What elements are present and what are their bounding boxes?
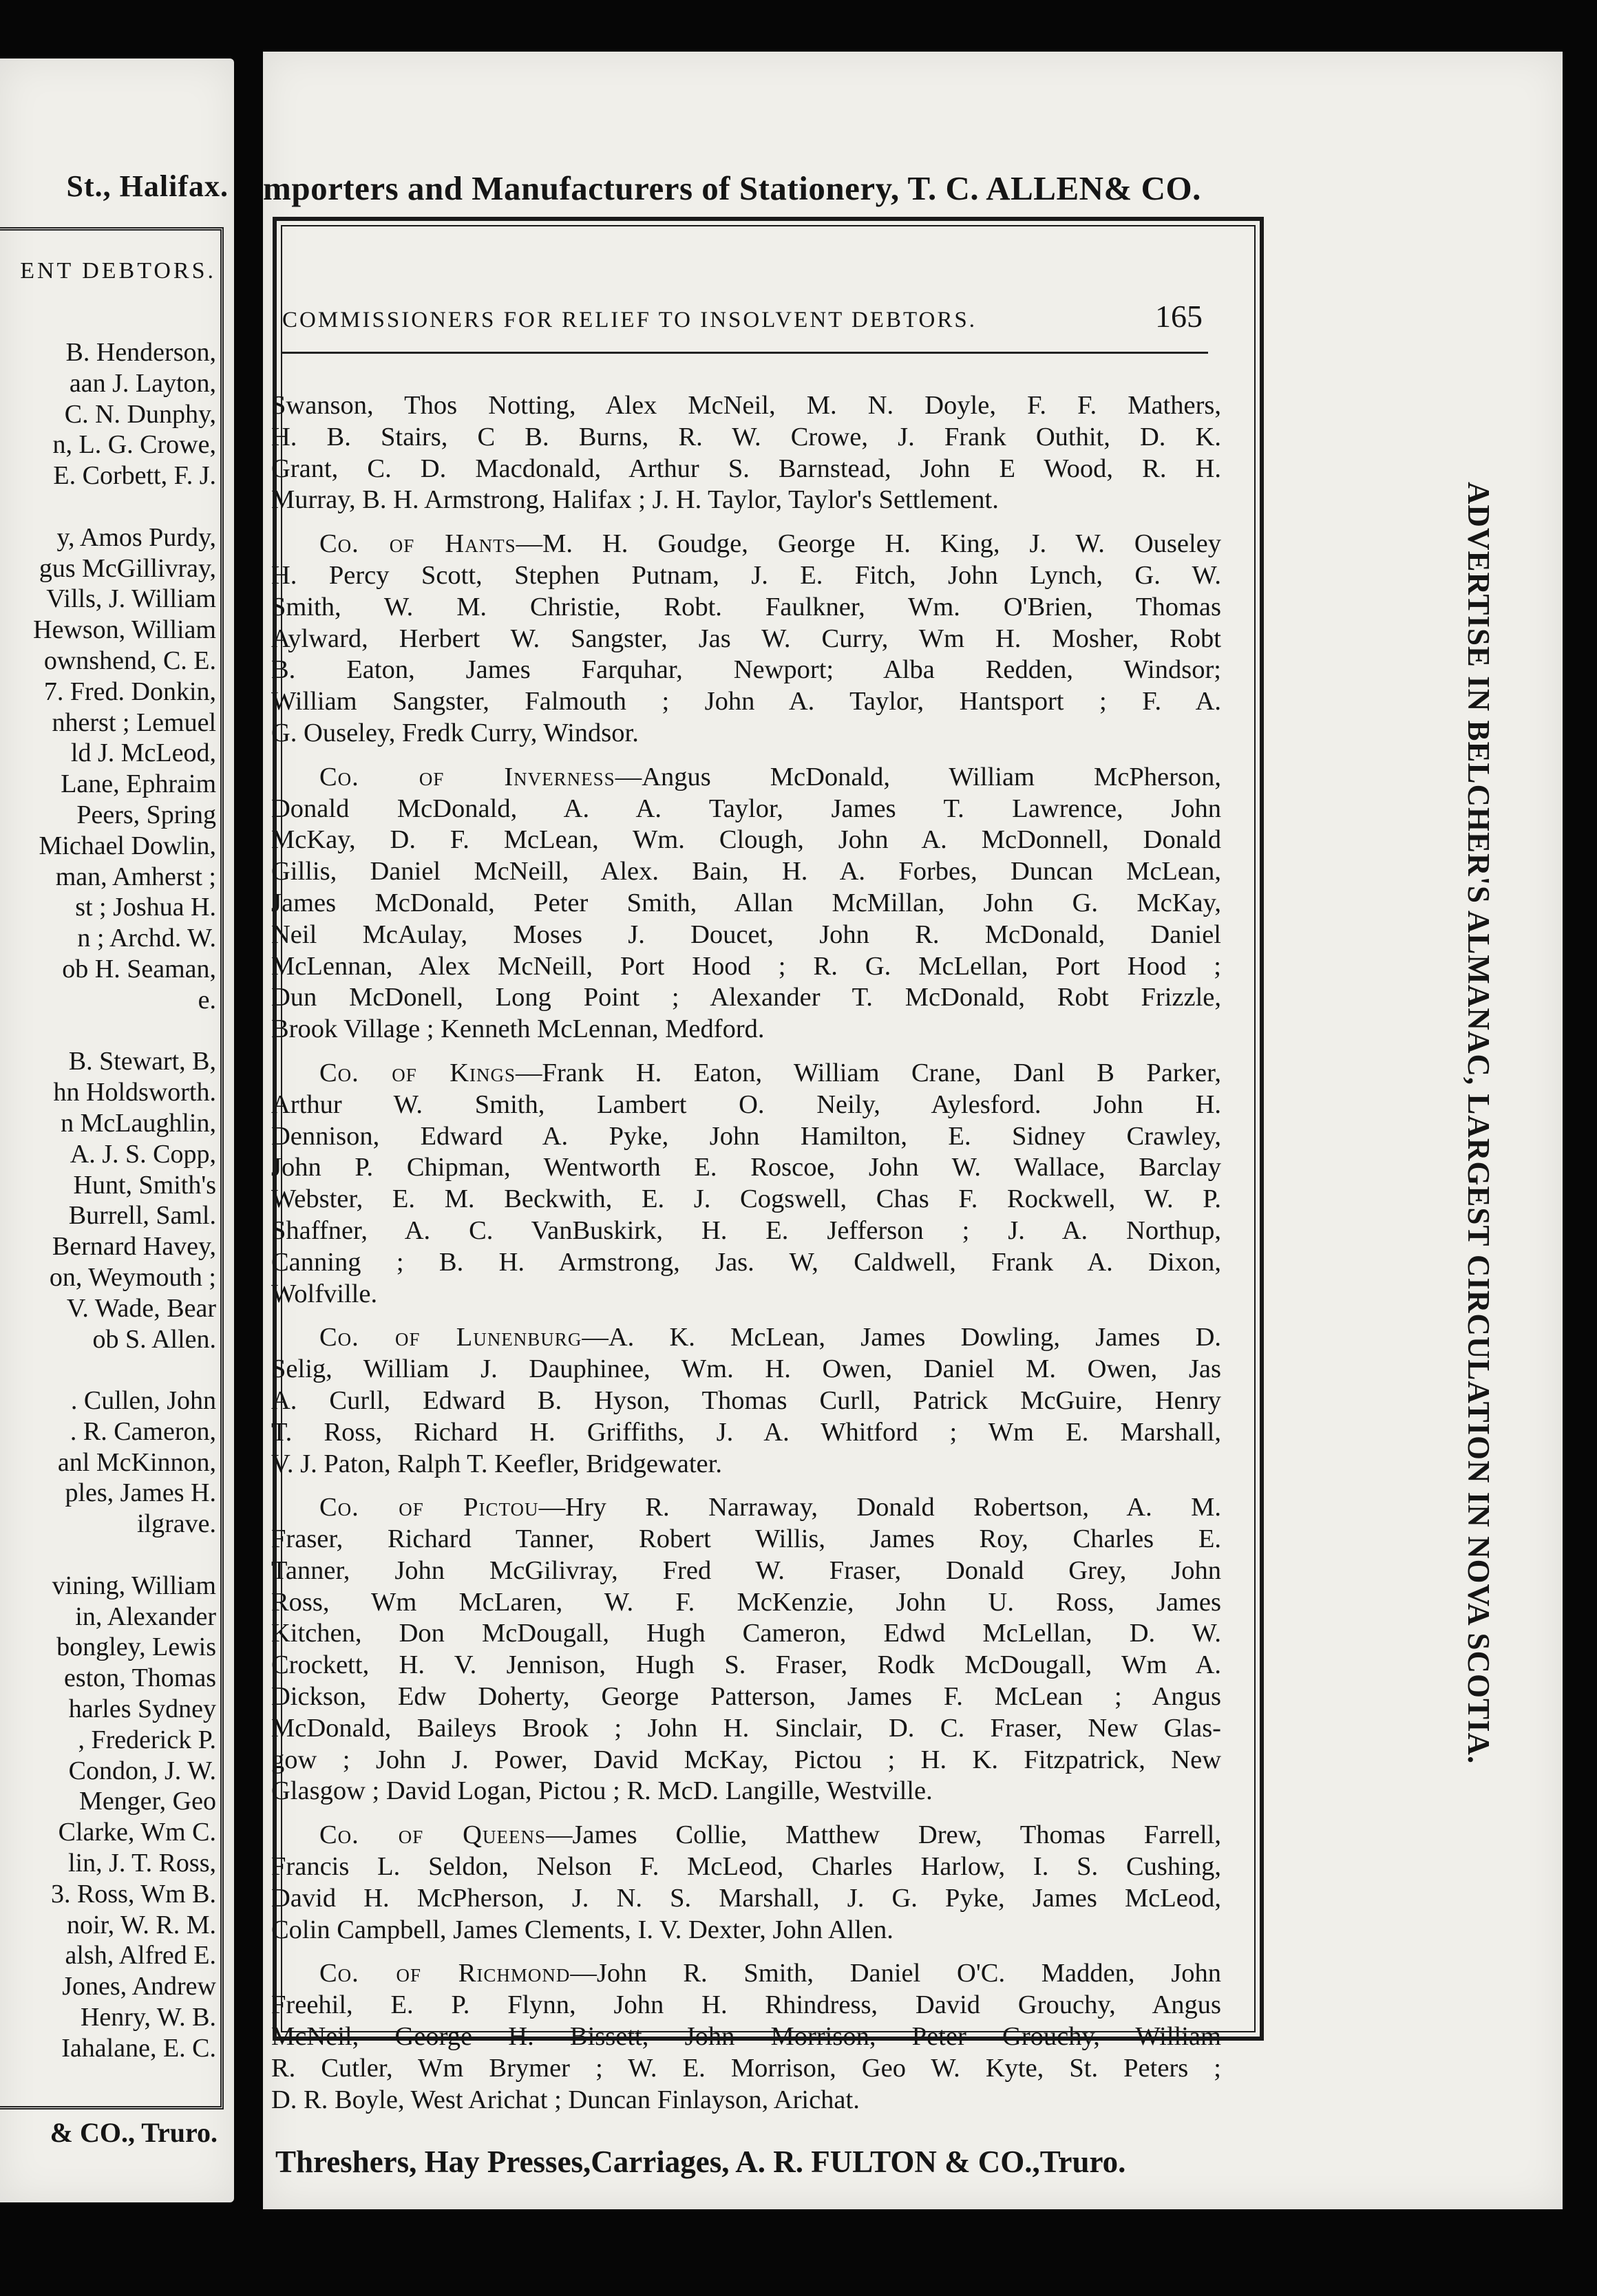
- left-page-line: Vills, J. William: [46, 584, 216, 614]
- entry-line: Francis L. Seldon, Nelson F. McLeod, Charles Harlow, I. S. Cushing,: [271, 1852, 1221, 1882]
- left-page-line: st ; Joshua H.: [75, 893, 216, 922]
- left-page-line: [33, 1016, 216, 1047]
- entry-line: [271, 1492, 1221, 1524]
- right-page-header: mporters and Manufacturers of Stationery, T. C. ALLEN& CO.: [263, 169, 1201, 207]
- left-page-line: Clarke, Wm C.: [58, 1818, 216, 1847]
- left-page-line: Michael Dowlin,: [39, 831, 216, 860]
- entry-line: T. Ross, Richard H. Griffiths, J. A. Whitford ; Wm E. Marshall,: [271, 1417, 1221, 1447]
- left-page-line: ob S. Allen.: [92, 1324, 216, 1354]
- entry-line: McNeil, George H. Bissett, John Morrison, Peter Grouchy, William: [271, 2022, 1221, 2052]
- entry-line: Donald McDonald, A. A. Taylor, James T. Lawrence, John: [271, 794, 1221, 823]
- left-page-line: bongley, Lewis: [56, 1633, 216, 1662]
- left-page-line: ob H. Seaman,: [62, 954, 216, 984]
- left-page-line: alsh, Alfred E.: [65, 1941, 216, 1970]
- entry-line: Webster, E. M. Beckwith, E. J. Cogswell, Chas F. Rockwell, W. P.: [271, 1184, 1221, 1214]
- left-page-line: anl McKinnon,: [57, 1447, 216, 1477]
- county-entry: [271, 762, 1242, 1045]
- entry-line: William Sangster, Falmouth ; John A. Taylor, Hantsport ; F. A.: [271, 687, 1221, 716]
- entry-line: gow ; John J. Power, David McKay, Pictou ; H. K. Fitzpatrick, New: [271, 1745, 1221, 1774]
- left-page-line: . Cullen, John: [70, 1386, 216, 1416]
- left-page-line: 7. Fred. Donkin,: [43, 677, 216, 706]
- left-page-footer: & CO., Truro.: [50, 2117, 218, 2148]
- left-page-header: St., Halifax.: [66, 169, 229, 203]
- county-label: Co. of Hants: [319, 529, 516, 559]
- left-page-line: y, Amos Purdy,: [56, 522, 216, 552]
- left-page-line: harles Sydney: [68, 1694, 216, 1724]
- left-page-line: lin, J. T. Ross,: [67, 1849, 216, 1878]
- entry-line: D. R. Boyle, West Arichat ; Duncan Finlayson, Arichat.: [271, 2085, 860, 2114]
- county-label: Co. of Pictou: [319, 1493, 539, 1522]
- left-page-line: ples, James H.: [65, 1478, 216, 1508]
- left-page-line: Peers, Spring: [76, 800, 216, 829]
- entry-line-text: —A. K. McLean, James Dowling, James D.: [582, 1323, 1221, 1352]
- left-page-line: , Frederick P.: [78, 1725, 216, 1754]
- entry-line: [271, 1820, 1221, 1851]
- county-entry: [271, 390, 1242, 516]
- left-page-line: eston, Thomas: [64, 1663, 216, 1693]
- entry-line: Smith, W. M. Christie, Robt. Faulkner, Wm. O'Brien, Thomas: [271, 592, 1221, 621]
- left-page-line: C. N. Dunphy,: [64, 399, 216, 429]
- left-page-line: 3. Ross, Wm B.: [50, 1879, 216, 1909]
- left-page-line: gus McGillivray,: [39, 553, 216, 583]
- left-page-line: Hunt, Smith's: [73, 1170, 216, 1200]
- left-page-line: e.: [198, 985, 216, 1014]
- entry-line-text: —John R. Smith, Daniel O'C. Madden, John: [570, 1959, 1221, 1988]
- sidebar-advertisement: ADVERTISE IN BELCHER'S ALMANAC, LARGEST CIRCULATION IN NOVA SCOTIA.: [1461, 482, 1496, 1765]
- entry-line: H. B. Stairs, C B. Burns, R. W. Crowe, J. Frank Outhit, D. K.: [271, 422, 1221, 451]
- left-page-line: . R. Cameron,: [70, 1416, 216, 1446]
- entry-line: Shaffner, A. C. VanBuskirk, H. E. Jefferson ; J. A. Northup,: [271, 1215, 1221, 1245]
- entry-line: Neil McAulay, Moses J. Doucet, John R. McDonald, Daniel: [271, 920, 1221, 949]
- entries-list: [271, 390, 1242, 2128]
- entry-line: Canning ; B. H. Armstrong, Jas. W, Caldwell, Frank A. Dixon,: [271, 1247, 1221, 1277]
- left-page-line: n McLaughlin,: [61, 1108, 216, 1138]
- entry-line: Arthur W. Smith, Lambert O. Neily, Aylesford. John H.: [271, 1089, 1221, 1119]
- entry-line: [271, 762, 1221, 794]
- entry-line: Grant, C. D. Macdonald, Arthur S. Barnstead, John E Wood, R. H.: [271, 454, 1221, 483]
- left-page-line: noir, W. R. M.: [66, 1910, 216, 1939]
- left-page-line: Jones, Andrew: [62, 1972, 216, 2001]
- entry-line: James McDonald, Peter Smith, Allan McMillan, John G. McKay,: [271, 888, 1221, 917]
- entry-line: Glasgow ; David Logan, Pictou ; R. McD. Langille, Westville.: [271, 1776, 933, 1806]
- entry-line: Kitchen, Don McDougall, Hugh Cameron, Edwd McLellan, D. W.: [271, 1619, 1221, 1648]
- left-page-line: B. Stewart, B,: [68, 1047, 216, 1076]
- entry-line: Gillis, Daniel McNeill, Alex. Bain, H. A. Forbes, Duncan McLean,: [271, 857, 1221, 886]
- left-page-line: n, L. G. Crowe,: [52, 430, 216, 460]
- county-entry: [271, 1492, 1242, 1807]
- entry-line: Colin Campbell, James Clements, I. V. Dexter, John Allen.: [271, 1915, 893, 1944]
- county-label: Co. of Inverness: [319, 762, 615, 791]
- left-page-line: ld J. McLeod,: [70, 738, 216, 768]
- left-page-line: vining, William: [52, 1571, 216, 1600]
- left-page-line: in, Alexander: [75, 1602, 216, 1631]
- entry-line: [271, 529, 1221, 560]
- entry-line: Tanner, John McGilivray, Fred W. Fraser, Donald Grey, John: [271, 1555, 1221, 1585]
- entry-line-text: —Hry R. Narraway, Donald Robertson, A. M.: [538, 1493, 1221, 1522]
- entry-line-text: —M. H. Goudge, George H. King, J. W. Ouseley: [516, 529, 1221, 559]
- county-label: Co. of Kings: [319, 1058, 516, 1087]
- left-page-subheader: ENT DEBTORS.: [20, 258, 216, 284]
- entry-line-text: —Frank H. Eaton, William Crane, Danl B Parker,: [516, 1058, 1221, 1087]
- entry-line: Dennison, Edward A. Pyke, John Hamilton, E. Sidney Crawley,: [271, 1121, 1221, 1151]
- left-page-line: Condon, J. W.: [68, 1756, 216, 1785]
- entry-line: Crockett, H. V. Jennison, Hugh S. Fraser, Rodk McDougall, Wm A.: [271, 1650, 1221, 1680]
- left-page-line: V. Wade, Bear: [66, 1293, 216, 1323]
- right-page: [263, 52, 1563, 2209]
- entry-line: Murray, B. H. Armstrong, Halifax ; J. H. Taylor, Taylor's Settlement.: [271, 485, 999, 515]
- entry-line: [271, 1322, 1221, 1354]
- title-rule: [282, 352, 1208, 354]
- entry-line: [271, 1958, 1221, 1990]
- county-entry: [271, 1820, 1242, 1946]
- left-page-line: ilgrave.: [136, 1509, 216, 1539]
- entry-line: G. Ouseley, Fredk Curry, Windsor.: [271, 718, 639, 747]
- left-page-text-column: [33, 337, 216, 2064]
- entry-line: Aylward, Herbert W. Sangster, Jas W. Curry, Wm H. Mosher, Robt: [271, 624, 1221, 653]
- entry-line: Wolfville.: [271, 1279, 378, 1308]
- entry-line: McKay, D. F. McLean, Wm. Clough, John A. McDonnell, Donald: [271, 825, 1221, 855]
- entry-line: Swanson, Thos Notting, Alex McNeil, M. N. Doyle, F. F. Mathers,: [271, 391, 1221, 420]
- left-page-line: E. Corbett, F. J.: [53, 461, 216, 491]
- county-label: Co. of Queens: [319, 1820, 546, 1850]
- entry-line: Dun McDonell, Long Point ; Alexander T. McDonald, Robt Frizzle,: [271, 983, 1221, 1012]
- left-page-line: A. J. S. Copp,: [70, 1139, 216, 1169]
- entry-line-text: —Angus McDonald, William McPherson,: [615, 762, 1221, 791]
- left-page-line: Hewson, William: [33, 615, 216, 645]
- entry-line: McDonald, Baileys Brook ; John H. Sinclair, D. C. Fraser, New Glas-: [271, 1713, 1221, 1743]
- entry-line: B. Eaton, James Farquhar, Newport; Alba Redden, Windsor;: [271, 655, 1221, 685]
- left-page-line: ownshend, C. E.: [43, 646, 216, 675]
- left-page-line: [33, 1354, 216, 1385]
- entry-line: A. Curll, Edward B. Hyson, Thomas Curll, Patrick McGuire, Henry: [271, 1385, 1221, 1415]
- left-page-line: Burrell, Saml.: [68, 1201, 216, 1231]
- entry-line: R. Cutler, Wm Brymer ; W. E. Morrison, Geo W. Kyte, St. Peters ;: [271, 2053, 1221, 2083]
- entry-line: Dickson, Edw Doherty, George Patterson, James F. McLean ; Angus: [271, 1682, 1221, 1712]
- left-page-line: [33, 1540, 216, 1571]
- entry-line: McLennan, Alex McNeill, Port Hood ; R. G. McLellan, Port Hood ;: [271, 951, 1221, 981]
- right-page-footer: Threshers, Hay Presses,Carriages, A. R. FULTON & CO.,Truro.: [275, 2145, 1126, 2179]
- left-page-line: man, Amherst ;: [55, 862, 216, 891]
- left-page-line: n ; Archd. W.: [77, 924, 216, 953]
- left-page-line: [33, 491, 216, 522]
- entry-line: Fraser, Richard Tanner, Robert Willis, James Roy, Charles E.: [271, 1524, 1221, 1554]
- entry-line: Selig, William J. Dauphinee, Wm. H. Owen, Daniel M. Owen, Jas: [271, 1354, 1221, 1384]
- left-page-line: Iahalane, E. C.: [61, 2033, 216, 2063]
- left-page-line: hn Holdsworth.: [53, 1078, 216, 1107]
- entry-line-text: —James Collie, Matthew Drew, Thomas Farrell,: [545, 1820, 1221, 1850]
- left-page: [0, 59, 234, 2202]
- entry-line: H. Percy Scott, Stephen Putnam, J. E. Fitch, John Lynch, G. W.: [271, 560, 1221, 590]
- entry-line: David H. McPherson, J. N. S. Marshall, J. G. Pyke, James McLeod,: [271, 1883, 1221, 1913]
- county-entry: [271, 529, 1242, 750]
- page-number: 165: [1155, 299, 1203, 334]
- county-entry: [271, 1322, 1242, 1480]
- left-page-line: on, Weymouth ;: [49, 1262, 216, 1292]
- left-page-line: Henry, W. B.: [80, 2003, 216, 2032]
- left-page-line: nherst ; Lemuel: [52, 708, 216, 737]
- left-page-line: Menger, Geo: [79, 1787, 216, 1816]
- entry-line: Freehil, E. P. Flynn, John H. Rhindress, David Grouchy, Angus: [271, 1990, 1221, 2020]
- entry-line: V. J. Paton, Ralph T. Keefler, Bridgewater.: [271, 1449, 722, 1478]
- county-label: Co. of Richmond: [319, 1959, 571, 1988]
- left-page-line: Lane, Ephraim: [61, 769, 216, 799]
- left-page-line: aan J. Layton,: [69, 368, 216, 398]
- section-title: COMMISSIONERS FOR RELIEF TO INSOLVENT DEBTORS.: [282, 308, 977, 332]
- county-entry: [271, 1958, 1242, 2116]
- county-entry: [271, 1058, 1242, 1310]
- entry-line: Ross, Wm McLaren, W. F. McKenzie, John U. Ross, James: [271, 1587, 1221, 1617]
- left-page-line: Bernard Havey,: [52, 1232, 216, 1262]
- left-page-line: B. Henderson,: [65, 338, 216, 367]
- entry-line: John P. Chipman, Wentworth E. Roscoe, John W. Wallace, Barclay: [271, 1153, 1221, 1182]
- entry-line: Brook Village ; Kenneth McLennan, Medford.: [271, 1014, 765, 1044]
- county-label: Co. of Lunenburg: [319, 1323, 582, 1352]
- entry-line: [271, 1058, 1221, 1089]
